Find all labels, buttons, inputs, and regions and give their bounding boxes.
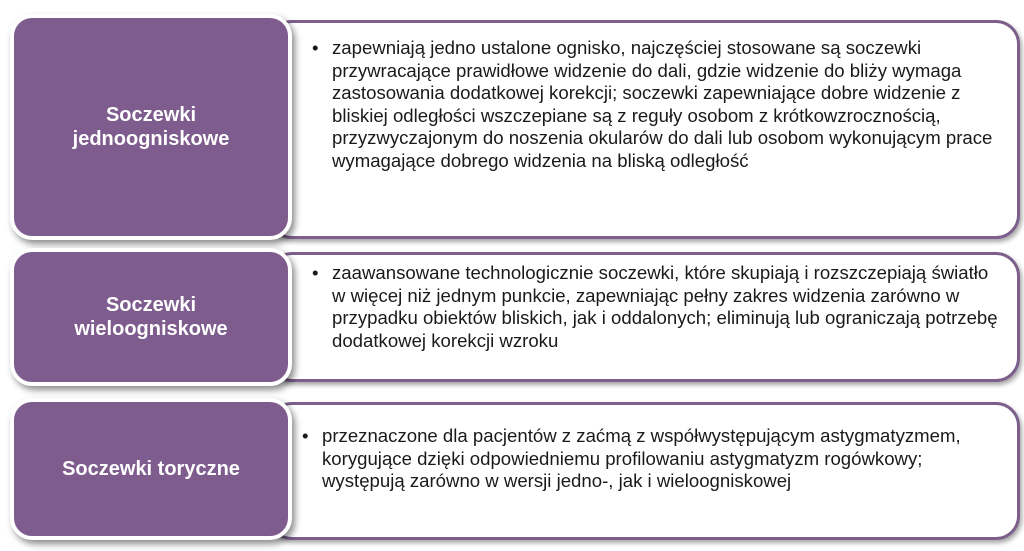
bullet-icon: • bbox=[312, 262, 319, 283]
label-jednoogniskowe: Soczewki jednoogniskowe bbox=[72, 104, 230, 150]
label-toryczne: Soczewki toryczne bbox=[62, 458, 240, 480]
description-toryczne: przeznaczone dla pacjentów z zaćmą z współwystępującym astygmatyzmem, korygujące dzięki odpowiedniemu profilowaniu astygmatyzm rogówkowy; występują zarówno w wersji jedno-, jak i wieloogniskowej bbox=[322, 425, 961, 491]
description-text-toryczne bbox=[302, 425, 992, 493]
bullet-icon: • bbox=[312, 37, 319, 58]
label-wieloogniskowe: Soczewki wieloogniskowe bbox=[74, 294, 228, 340]
description-wieloogniskowe: zaawansowane technologicznie soczewki, które skupiają i rozszczepiają światło w więcej niż jednym punkcie, zapewniając pełny zakres widzenia zarówno w przypadku obiektów bliskich, jak i oddalonych; eliminują lub ograniczają potrzebę dodatkowej korekcji wzroku bbox=[332, 262, 998, 351]
bullet-icon: • bbox=[302, 425, 309, 446]
label-box-toryczne bbox=[10, 398, 292, 540]
description-text-jednoogniskowe bbox=[312, 37, 1002, 172]
description-jednoogniskowe: zapewniają jedno ustalone ognisko, najczęściej stosowane są soczewki przywracające prawidłowe widzenie do dali, gdzie widzenie do bliży wymaga zastosowania dodatkowej korekcji; soczewki zapewniające dobre widzenie z bliskiej odległości wszczepiane są z reguły osobom z krótkowzrocznością, przyzwyczajonym do noszenia okularów do dali lub osobom wykonującym prace wymagające dobrego widzenia na bliską odległość bbox=[332, 37, 993, 171]
label-box-jednoogniskowe bbox=[10, 14, 292, 240]
label-box-wieloogniskowe bbox=[10, 248, 292, 386]
description-text-wieloogniskowe bbox=[312, 262, 1002, 352]
